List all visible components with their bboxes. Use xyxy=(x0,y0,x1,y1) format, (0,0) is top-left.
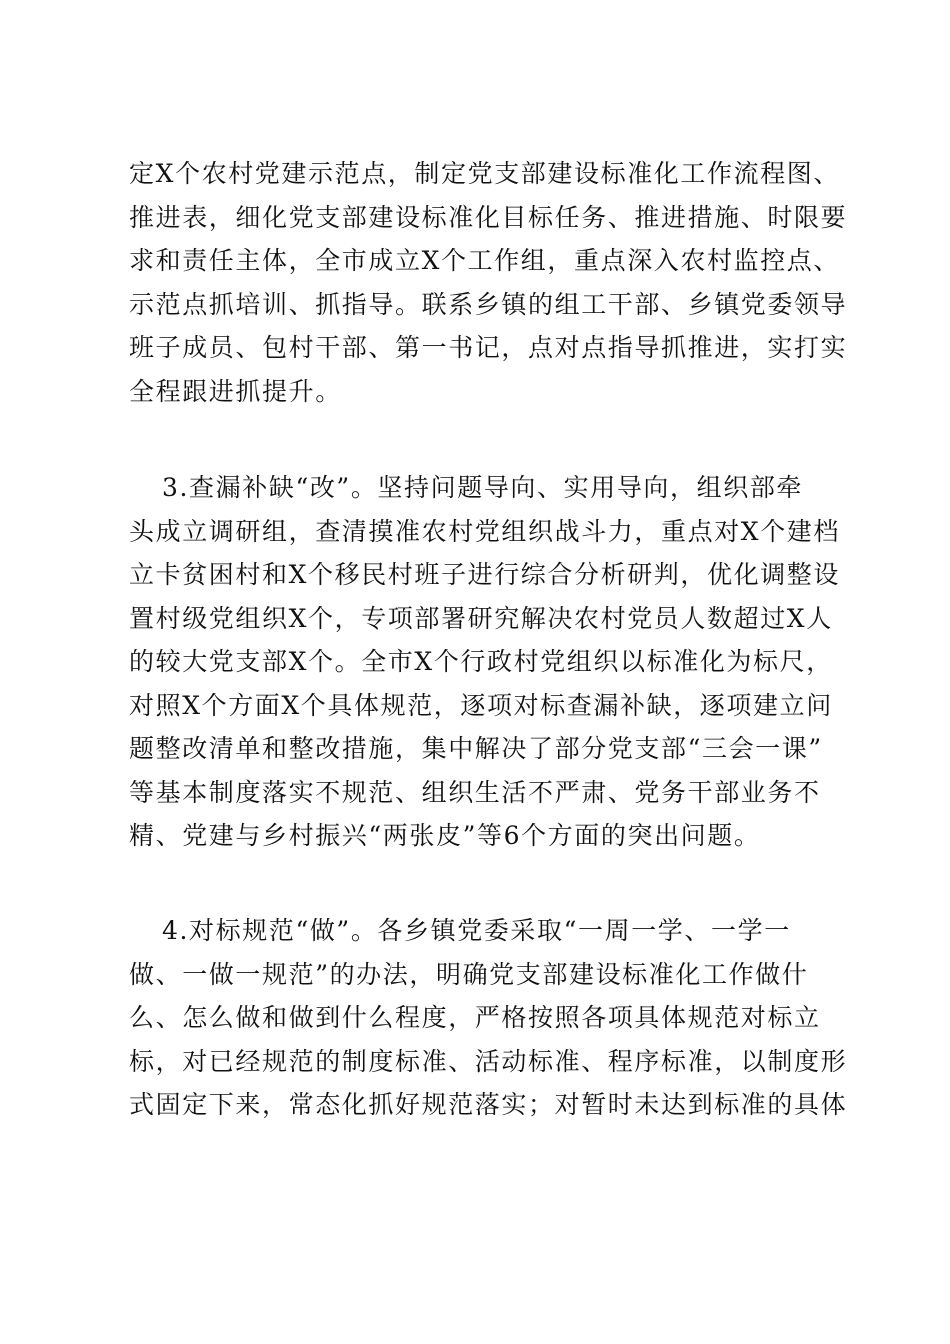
paragraph-continuation xyxy=(129,152,848,413)
text-line: 做、一做一规范”的办法，明确党支部建设标准化工作做什 xyxy=(129,959,809,989)
paragraph-section-3 xyxy=(129,466,840,858)
text-line: 对照X个方面X个具体规范，逐项对标查漏补缺，逐项建立问 xyxy=(129,690,833,720)
text-line: 立卡贫困村和X个移民村班子进行综合分析研判，优化调整设 xyxy=(129,560,840,589)
text-line: 3.查漏补缺“改”。坚持问题导向、实用导向，组织部牵 xyxy=(162,473,804,502)
text-line: 全程跟进抓提升。 xyxy=(129,376,342,406)
text-line: 推进表，细化党支部建设标准化目标任务、推进措施、时限要 xyxy=(129,202,848,232)
text-line: 精、党建与乡村振兴“两张皮”等6个方面的突出问题。 xyxy=(129,821,761,850)
text-line: 置村级党组织X个，专项部署研究解决农村党员人数超过X人 xyxy=(129,603,833,633)
text-line: 等基本制度落实不规范、组织生活不严肃、党务干部业务不 xyxy=(129,777,821,807)
text-line: 班子成员、包村干部、第一书记，点对点指导抓推进，实打实 xyxy=(129,333,848,362)
text-line: 示范点抓培训、抓指导。联系乡镇的组工干部、乡镇党委领导 xyxy=(129,289,848,319)
paragraph-section-4 xyxy=(129,909,848,1127)
text-line: 题整改清单和整改措施，集中解决了部分党支部“三会一课” xyxy=(129,734,823,763)
text-line: 4.对标规范“做”。各乡镇党委采取“一周一学、一学一 xyxy=(162,916,791,945)
text-line: 求和责任主体，全市成立X个工作组，重点深入农村监控点、 xyxy=(129,246,840,275)
text-line: 式固定下来，常态化抓好规范落实；对暂时未达到标准的具体 xyxy=(129,1090,848,1119)
text-line: 的较大党支部X个。全市X个行政村党组织以标准化为标尺， xyxy=(129,647,833,676)
text-line: 么、怎么做和做到什么程度，严格按照各项具体规范对标立 xyxy=(129,1003,821,1032)
text-line: 头成立调研组，查清摸准农村党组织战斗力，重点对X个建档 xyxy=(129,516,840,546)
text-line: 标，对已经规范的制度标准、活动标准、程序标准，以制度形 xyxy=(129,1046,848,1076)
text-line: 定X个农村党建示范点，制定党支部建设标准化工作流程图、 xyxy=(129,159,840,188)
